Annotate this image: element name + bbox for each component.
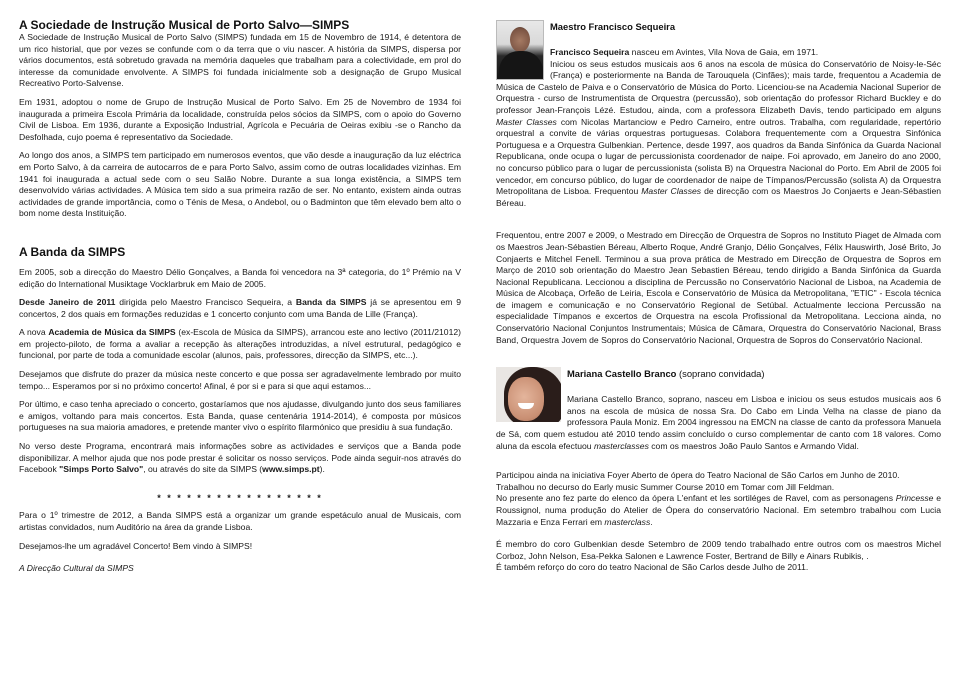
text: (ex-Escola de Música da SIMPS), arrancou este ano lectivo (2011/21012) em projecto-piloto, de forma a avaliar a recepção às alterações introduzidas, a nível estrutural, pedagógico e funcional, por parte de toda a comunidade escolar (alunos, pais, professores, direcção da SIMPS, etc...).	[19, 327, 461, 361]
banda-2005-paragraph: Em 2005, sob a direcção do Maestro Délio Gonçalves, a Banda foi vencedora na 3ª categoria, do 1º Prémio na V edição do International Musiktage Vocklarbruk em Maio de 2005.	[19, 266, 461, 289]
text: , ou através do site da SIMPS (	[143, 464, 263, 475]
italic-text: Princesse	[895, 493, 934, 504]
photo-face	[508, 377, 544, 421]
maestro-title: Maestro Francisco Sequeira	[550, 21, 676, 32]
maestro-lead	[496, 47, 941, 59]
verso-paragraph	[19, 441, 461, 476]
simps-events-paragraph: Ao longo dos anos, a SIMPS tem participado em numerosos eventos, que vão desde a inauguração da luz eléctrica em Porto Salvo, à da carreira de autocarros de e para Porto Salvo, assim como de outras localidades vizinhas. Em 1941 foi inaugurada a actual sede com o seu Salão Nobre. Durante a sua longa existência, a SIMPS tem desenvolvido várias actividades. A Música tem sido a sua primeira razão de ser. No entanto, existem ainda outras actividades de grande importância, como o Ténis de Mesa, o Andebol, ou o Badminton que têm elevado bem alto o bom nome desta Instituição.	[19, 150, 461, 219]
italic-text: masterclass	[604, 516, 651, 527]
text: A nova	[19, 327, 49, 338]
early-music-line: Trabalhou no decurso do Early music Summer Course 2010 em Tomar com Jill Feldman.	[496, 481, 835, 492]
foyer-line: Participou ainda na iniciativa Foyer Aberto de ópera do Teatro Nacional de São Carlos em Junho de 2010.	[496, 470, 900, 481]
bold-text: Desde Janeiro de 2011	[19, 297, 116, 308]
gulbenkian-line: É membro do coro Gulbenkian desde Setembro de 2009 tendo trabalhado entre outros com os maestros Michel Corboz, John Nelson, Esa-Pekka Salonen e Lawrence Foster, Bertrand de Billy e Ainars Rubikis, .	[496, 539, 941, 561]
left-column	[19, 0, 461, 582]
soprano-name: Mariana Castello Branco	[567, 368, 677, 380]
soprano-activities	[496, 470, 941, 528]
text: nasceu em Avintes, Vila Nova de Gaia, em 1971.	[629, 47, 819, 57]
bold-text: Academia de Música da SIMPS	[48, 327, 176, 338]
photo-head	[510, 27, 530, 52]
help-paragraph: Por último, e caso tenha apreciado o concerto, gostaríamos que nos ajudasse, divulgando junto dos seus familiares e amigos, voltando para mais concertos. Esta Banda, quase centenária 1914-2014), é composta por músicos portugueses na sua maioria amadores, e pretende manter vivo o espírito filarmónico que presidiu à sua fundação.	[19, 399, 461, 433]
simps-title: A Sociedade de Instrução Musical de Porto Salvo—SIMPS	[19, 18, 350, 32]
text: .	[650, 516, 653, 527]
text: Iniciou os seus estudos musicais aos 6 anos na escola de música do Conservatório de Noisy-le-Séc (França) e posteriormente na Banda de Tarouquela (Cinfães); mais tarde, frequentou a Academia de Música de Castelo de Paiva e o Conservatório de Música do Porto. Licenciou-se na Academia Nacional Superior de Orquestra - curso de Instrumentista de Orquestra (percussão), sob orientação do professor Richard Buckley e do professor Jean-François Lézé. Estudou, ainda, com a professora Elizabeth Davis, tendo participado em alguns	[496, 58, 941, 115]
bold-text: Banda da SIMPS	[295, 297, 367, 308]
right-column	[496, 0, 941, 574]
stars-divider: * * * * * * * * * * * * * * * * *	[157, 492, 323, 503]
maestro-photo	[496, 20, 544, 80]
photo-body	[499, 51, 543, 80]
opera-line	[496, 493, 941, 528]
musicais-paragraph: Para o 1º trimestre de 2012, a Banda SIMPS está a organizar um grande espetáculo anual de Musicais, com artistas convidados, num Auditório na área da grande Lisboa.	[19, 510, 461, 532]
maestro-bio-paragraph	[496, 59, 941, 210]
soprano-photo	[496, 367, 561, 422]
signature: A Direcção Cultural da SIMPS	[19, 563, 134, 574]
text: ).	[319, 464, 325, 475]
website-link[interactable]: www.simps.pt	[262, 464, 320, 475]
bold-text: Francisco Sequeira	[550, 47, 630, 57]
soprano-role: (soprano convidada)	[676, 368, 765, 380]
text: No verso deste Programa, encontrará mais informações sobre as actividades e serviços que a Banda pode disponibilizar. A melhor ajuda que nos pode prestar é solicitar os nosso serviços. Pode ainda seguir-nos através do Facebook	[19, 441, 461, 475]
text: Mariana Castello Branco, soprano, nasceu em Lisboa e iniciou os seus estudos musicais aos 6 anos na escola de música de nossa Sra. Do Cabo em Linda Velha na classe de piano da professora Paula Moniz. Em 2004 ingressou na EMCN na classe de canto da professora Manuela de Sá, com quem estudou até 2010 tendo assim concluído o curso complementar de canto com 18 valores. Como aluna da escola efectuou	[496, 394, 941, 451]
banda-title: A Banda da SIMPS	[19, 244, 126, 259]
soprano-bio-paragraph	[496, 394, 941, 452]
enjoy-paragraph: Desejamos que disfrute do prazer da música neste concerto e que possa ser agradavelmente lembrado por muito tempo... Esperamos por si no próximo concerto! Afinal, é por si e para si que aqui estamos...	[19, 369, 461, 391]
text: já se apresentou em 9 concertos, 2 dos quais em formações reduzidas e 1 concerto conjunto com uma Banda de Lille (França).	[19, 297, 461, 319]
academia-paragraph	[19, 327, 461, 362]
banda-section	[19, 245, 461, 476]
text: de direcção com os Maestros Jo Conjaerts e Jean-Sébastien Béreau.	[496, 186, 941, 208]
soprano-coro	[496, 539, 941, 574]
text: e Roussignol, numa produção do Atelier de Ópera do conservatório Nacional. Em setembro trabalhou com Lucia Mazzaria e Enza Ferrari em	[496, 493, 941, 527]
italic-text: Master Classes	[641, 186, 702, 197]
maestro-section	[496, 20, 941, 216]
italic-text: Master Classes	[496, 116, 557, 127]
maestro-mestrado-paragraph: Frequentou, entre 2007 e 2009, o Mestrado em Direcção de Orquestra de Sopros no Instituto Piaget de Almada com os Maestros Jean-Sébastien Béreau, Alberto Roque, André Granjo, Délio Gonçalves, Félix Hauswirth, José Brito, Jo Conjaerts e Mitchel Fenell. Terminou a sua prova prática de Mestrado em Direcção de Orquestra de Sopros em Março de 2010 sob orientação do Maestro Jean Sebastien Béreau, tendo dirigido a Banda Sinfónica da Guarda Nacional Republicana. Leccionou a disciplina de Percussão no Conservatório Nacional de Lisboa, na Academia de Música de Alcobaça, Orfeão de Leiria, Escola e Conservatório de Música da Metropolitana, "ETIC" - Escola técnica de imagem e comunicação e no Conservatório Regional de Setúbal. Actualmente lecciona Percussão na especialidade Tímpanos e excertos de Orquestra na escola Profissional da Metropolitana. Lecciona ainda, no Conservatório Nacional Conjuntos Instrumentais; Música de Câmara, Orquestra do Conservatório Nacional, Brass Band, Orquestra Jovem de Sopros do Conservatório Nacional, Orquestra de Sopros do Conservatório Nacional.	[496, 230, 941, 345]
sao-carlos-line: É também reforço do coro do teatro Nacional de São Carlos desde Julho de 2011.	[496, 562, 809, 573]
simps-1931-paragraph: Em 1931, adoptou o nome de Grupo de Instrução Musical de Porto Salvo. Em 25 de Novembro de 1934 foi inaugurada a primeira Escola Primária da localidade, construída pelos sócios da SIMPS, com o apoio do Governo Civil de Lisboa. Em 1936, durante a Exposição Industrial, Agrícola e Pecuária de Oeiras exibiu -se o Rancho da Desfolhada, cujo poema é representativo da Sociedade.	[19, 96, 461, 142]
facebook-link[interactable]: "Simps Porto Salvo"	[59, 464, 144, 475]
italic-text: masterclasses	[593, 440, 649, 451]
soprano-section	[496, 367, 941, 459]
text: No presente ano fez parte do elenco da ópera L'enfant et les sortiléges de Ravel, com as personagens	[496, 493, 896, 504]
text: dirigida pelo Maestro Francisco Sequeira, a	[115, 297, 296, 308]
text: com os maestros João Paulo Santos e Armando Vidal.	[648, 440, 859, 451]
simps-history-paragraph: A Sociedade de Instrução Musical de Porto Salvo (SIMPS) fundada em 15 de Novembro de 1914, é detentora de um rico historial, que por vezes se confunde com o da terra que o viu nascer. A história da SIMPS, dispersa por vários documentos, está sobretudo gravada na memória daqueles que trabalham para a colectividade, em prol do interesse da comunidade envolvente. A SIMPS foi fundada inicialmente sob a designação de Grupo Musical Recreativo Porto-Salvense.	[19, 32, 461, 89]
banda-2011-paragraph	[19, 297, 461, 320]
welcome-paragraph: Desejamos-lhe um agradável Concerto! Bem vindo à SIMPS!	[19, 540, 253, 551]
text: com Nicolas Martanciow e Pedro Carneiro, entre outros. Trabalha, com regularidade, repertório orquestral a convite de várias orquestras portuguesas. Colabora frequentemente com a Orquestra Sinfónica Portuguesa e a Orquestra Gulbenkian. Pertence, desde 1997, aos quadros da Banda Sinfónica da Guarda Nacional Republicana, onde ocupa o lugar de percussionista coordenador de naipe. Foi aprovado, em Janeiro do ano 2000, no concurso público para o lugar de percussionista (solista B) na Orquestra Nacional do Porto. Em Abril de 2005 foi vencedor, em concurso público, do lugar de coordenador de naipe de Tímpanos/Percussão (solista A) da Orquestra Metropolitana de Lisboa. Frequentou	[496, 116, 941, 197]
soprano-title	[496, 367, 941, 381]
